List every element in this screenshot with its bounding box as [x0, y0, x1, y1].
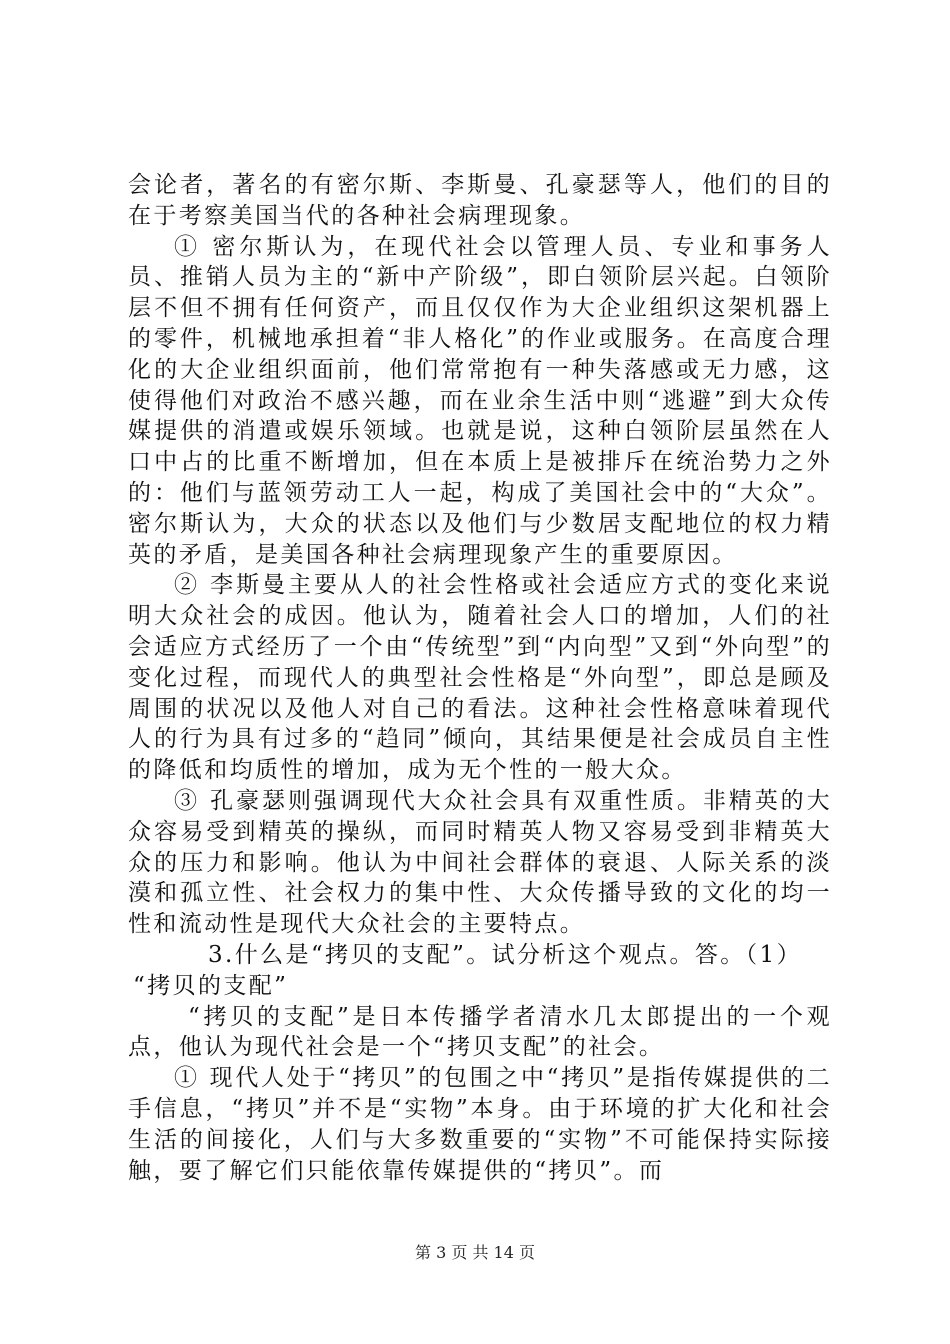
question-3-heading: 3.什么是“拷贝的支配”。试分析这个观点。答。（1） [208, 941, 802, 968]
question-3-subheading: “拷贝的支配” [133, 972, 289, 999]
paragraph-intro-continuation: 会论者，著名的有密尔斯、李斯曼、孔豪瑟等人，他们的目的在于考察美国当代的各种社会病理现象。 [128, 172, 832, 229]
paragraph-mills: ① 密尔斯认为，在现代社会以管理人员、专业和事务人员、推销人员为主的“新中产阶级”，即白领阶层兴起。白领阶层不但不拥有任何资产，而且仅仅作为大企业组织这架机器上的零件，机械地承担着“非人格化”的作业或服务。在高度合理化的大企业组织面前，他们常常抱有一种失落感或无力感，这使得他们对政治不感兴趣，而在业余生活中则“逃避”到大众传媒提供的消遣或娱乐领域。也就是说，这种白领阶层虽然在人口中占的比重不断增加，但在本质上是被排斥在统治势力之外的：他们与蓝领劳动工人一起，构成了美国社会中的“大众”。密尔斯认为，大众的状态以及他们与少数居支配地位的权力精英的矛盾，是美国各种社会病理现象产生的重要原因。 [128, 233, 832, 568]
paragraph-copy-domination-definition: “拷贝的支配”是日本传播学者清水几太郎提出的一个观点，他认为现代社会是一个“拷贝支配”的社会。 [128, 1003, 832, 1061]
paragraph-copy-surround: ① 现代人处于“拷贝”的包围之中“拷贝”是指传媒提供的二手信息，“拷贝”并不是“实物”本身。由于环境的扩大化和社会生活的间接化，人们与大多数重要的“实物”不可能保持实际接触，要了解它们只能依靠传媒提供的“拷贝”。而 [128, 1065, 832, 1184]
paragraph-riesman: ② 李斯曼主要从人的社会性格或社会适应方式的变化来说明大众社会的成因。他认为，随着社会人口的增加，人们的社会适应方式经历了一个由“传统型”到“内向型”又到“外向型”的变化过程，而现代人的典型社会性格是“外向型”，即总是顾及周围的状况以及他人对自己的看法。这种社会性格意味着现代人的行为具有过多的“趋同”倾向，其结果便是社会成员自主性的降低和均质性的增加，成为无个性的一般大众。 [128, 572, 832, 784]
document-body [128, 170, 832, 1186]
paragraph-kornhauser: ③ 孔豪瑟则强调现代大众社会具有双重性质。非精英的大众容易受到精英的操纵，而同时精英人物又容易受到非精英大众的压力和影响。他认为中间社会群体的衰退、人际关系的淡漠和孤立性、社会权力的集中性、大众传播导致的文化的均一性和流动性是现代大众社会的主要特点。 [128, 787, 832, 938]
page-footer: 第 3 页 共 14 页 [415, 1243, 535, 1262]
